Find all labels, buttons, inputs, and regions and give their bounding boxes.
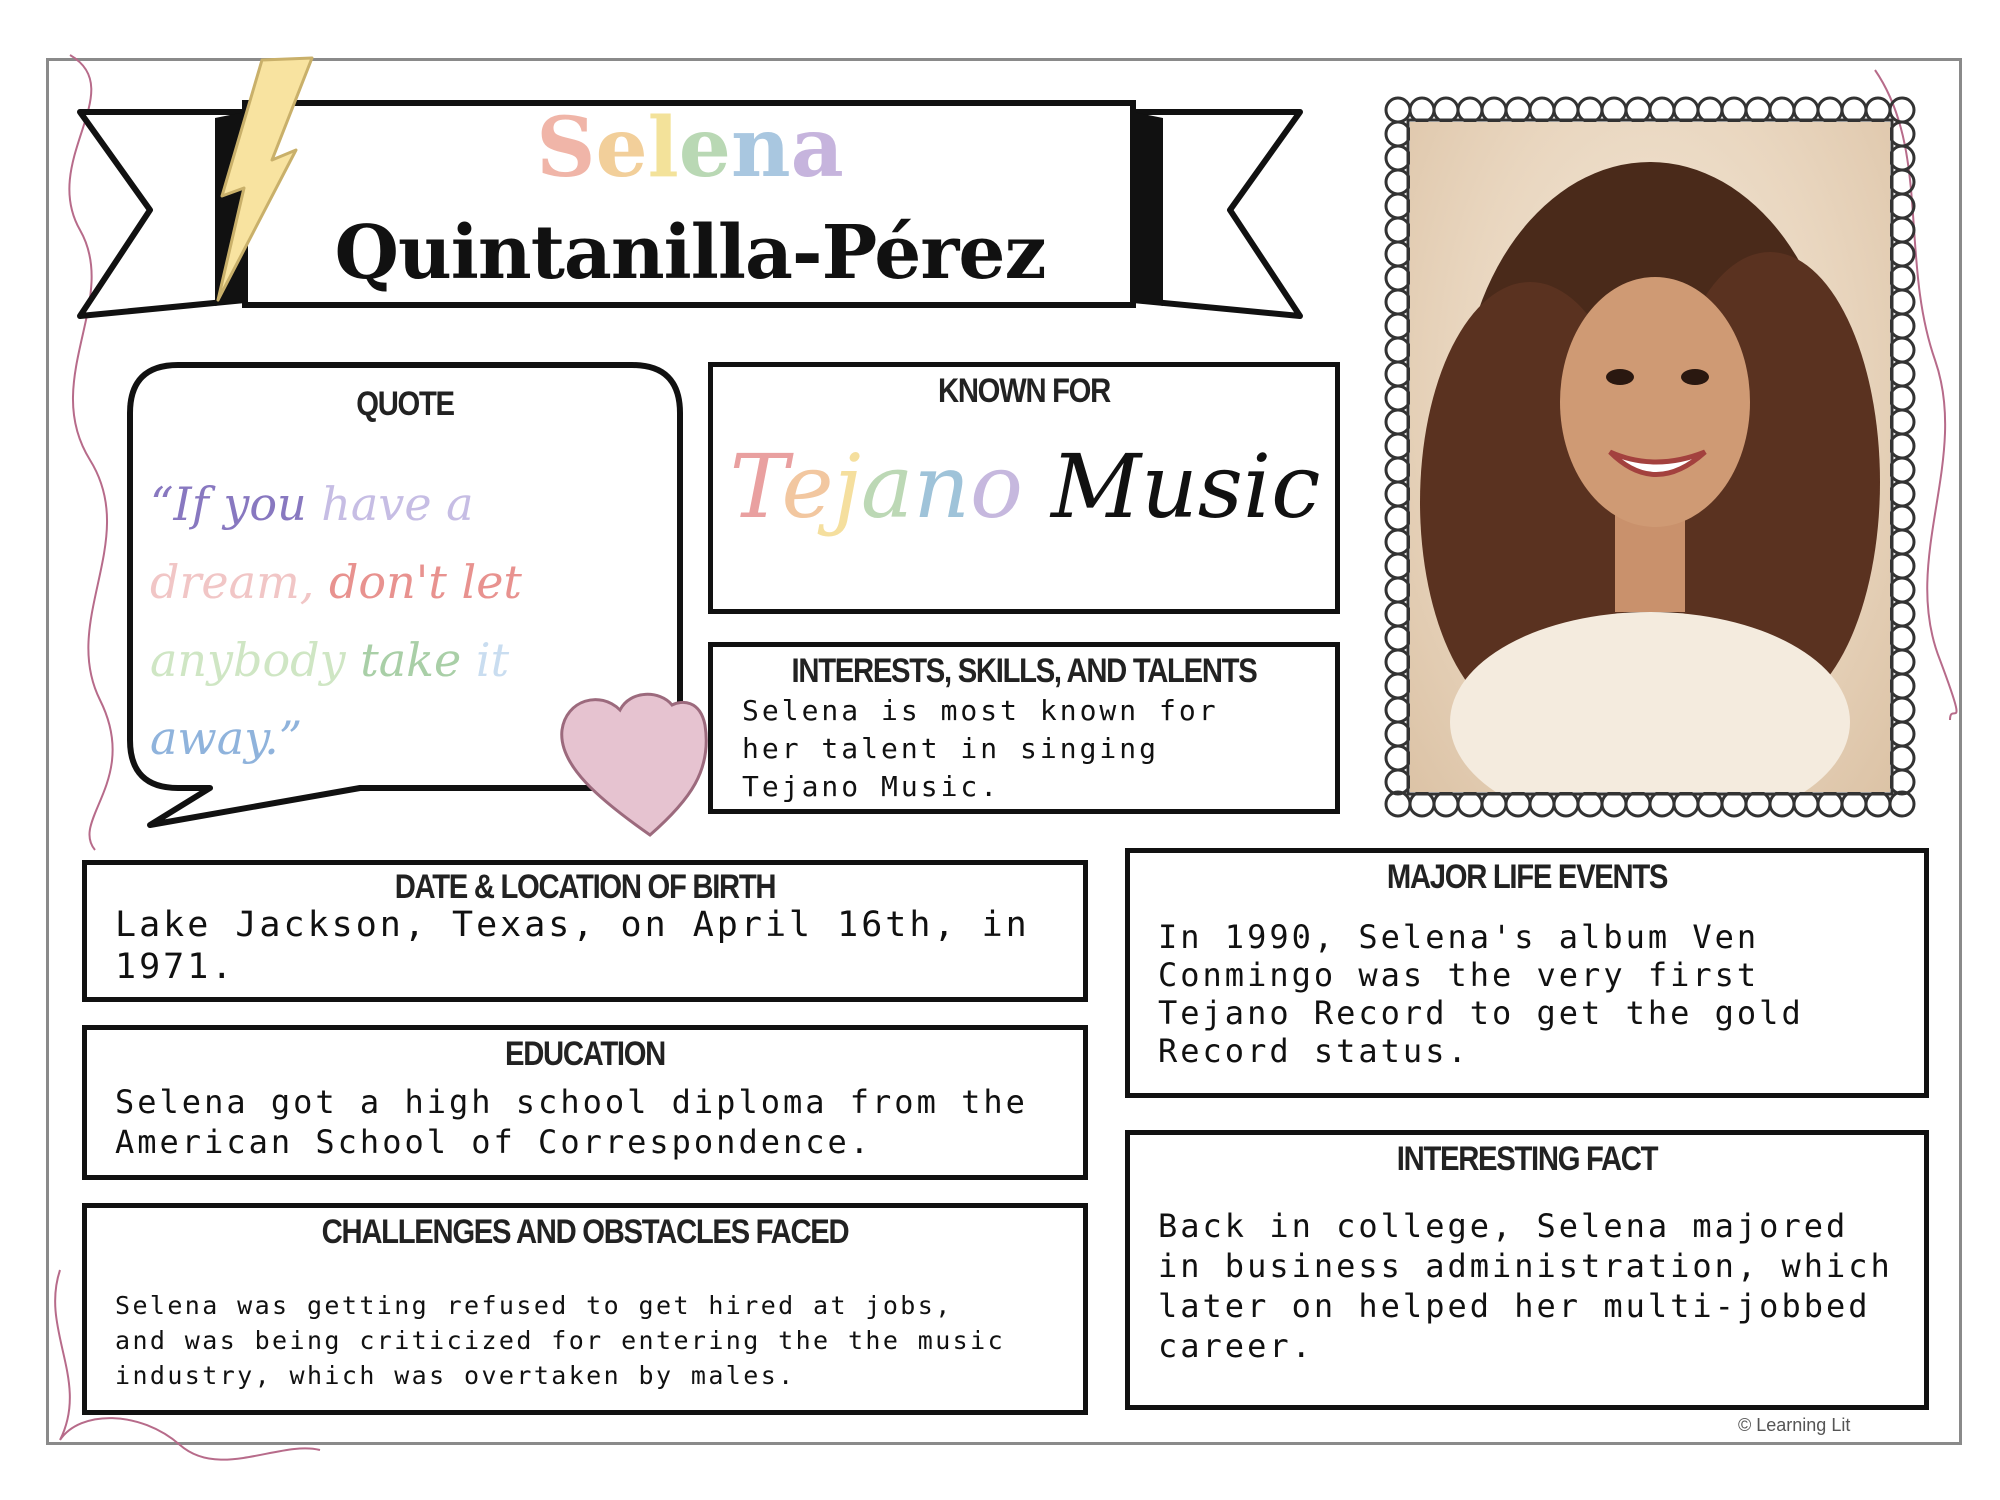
- interests-heading: INTERESTS, SKILLS, AND TALENTS: [791, 652, 1257, 690]
- known-for-letter: a: [860, 435, 914, 538]
- scallop: [1386, 314, 1410, 338]
- first-name-letter: e: [595, 100, 648, 196]
- scallop: [1386, 98, 1410, 122]
- scallop: [1794, 792, 1818, 816]
- scallop: [1890, 458, 1914, 482]
- scallop: [1890, 362, 1914, 386]
- scallop: [1890, 770, 1914, 794]
- quote-word: take: [360, 633, 476, 687]
- scallop: [1530, 792, 1554, 816]
- interests-line: Selena is most known for: [742, 694, 1219, 727]
- scallop: [1602, 792, 1626, 816]
- scallop: [1530, 98, 1554, 122]
- scallop: [1458, 98, 1482, 122]
- first-name-letter: a: [790, 100, 844, 196]
- scallop: [1626, 792, 1650, 816]
- scallop: [1674, 792, 1698, 816]
- scallop: [1890, 792, 1914, 816]
- education-heading: EDUCATION: [504, 1035, 666, 1073]
- fact-line: Back in college, Selena majored: [1158, 1207, 1849, 1245]
- scallop: [1890, 722, 1914, 746]
- known-for-value: [710, 435, 1340, 538]
- scallop: [1386, 146, 1410, 170]
- scallop: [1794, 98, 1818, 122]
- scallop: [1386, 338, 1410, 362]
- education-line: Selena got a high school diploma from the: [115, 1083, 1028, 1121]
- known-for-letter: T: [729, 435, 782, 538]
- scallop: [1746, 792, 1770, 816]
- fact-text: [1158, 1206, 1918, 1366]
- scallop: [1386, 650, 1410, 674]
- scallop: [1506, 792, 1530, 816]
- scallop: [1890, 506, 1914, 530]
- fact-line: later on helped her multi-jobbed: [1158, 1287, 1871, 1325]
- events-heading: MAJOR LIFE EVENTS: [1386, 858, 1668, 896]
- quote-word: have: [321, 477, 447, 531]
- scallop: [1890, 554, 1914, 578]
- scallop: [1410, 98, 1434, 122]
- challenges-heading: CHALLENGES AND OBSTACLES FACED: [321, 1213, 849, 1251]
- scallop: [1890, 98, 1914, 122]
- scallop: [1386, 722, 1410, 746]
- scallop: [1770, 98, 1794, 122]
- scallop: [1890, 146, 1914, 170]
- scallop: [1746, 98, 1770, 122]
- scallop: [1386, 290, 1410, 314]
- scallop: [1842, 792, 1866, 816]
- scallop: [1386, 170, 1410, 194]
- first-name-letter: e: [678, 100, 731, 196]
- scallop: [1890, 314, 1914, 338]
- fact-heading: INTERESTING FACT: [1396, 1140, 1658, 1178]
- known-for-heading: KNOWN FOR: [938, 372, 1110, 410]
- scallop: [1506, 98, 1530, 122]
- interests-line: her talent in singing: [742, 732, 1160, 765]
- scallop: [1650, 98, 1674, 122]
- scallop: [1386, 434, 1410, 458]
- events-line: Record status.: [1158, 1032, 1470, 1070]
- scallop: [1386, 698, 1410, 722]
- scallop: [1890, 746, 1914, 770]
- scallop: [1578, 792, 1602, 816]
- interests-line: Tejano Music.: [742, 770, 1001, 803]
- portrait-photo: [1410, 122, 1890, 792]
- scallop: [1890, 674, 1914, 698]
- left-swirl: [69, 55, 112, 850]
- scallop: [1386, 506, 1410, 530]
- scallop: [1890, 266, 1914, 290]
- quote-word: away.”: [150, 711, 303, 765]
- quote-heading: QUOTE: [356, 385, 454, 423]
- scallop: [1386, 530, 1410, 554]
- scallop: [1410, 792, 1434, 816]
- quote-word: anybody: [150, 633, 361, 687]
- scallop: [1602, 98, 1626, 122]
- scallop: [1890, 530, 1914, 554]
- events-text: [1158, 918, 1918, 1070]
- scallop: [1890, 578, 1914, 602]
- quote-word: you: [223, 477, 322, 531]
- scallop: [1890, 626, 1914, 650]
- scallop: [1386, 218, 1410, 242]
- birth-line: 1971.: [115, 947, 236, 987]
- quote-text: [150, 465, 650, 777]
- scallop: [1890, 194, 1914, 218]
- copyright-credit: © Learning Lit: [1738, 1415, 1851, 1435]
- scallop: [1770, 792, 1794, 816]
- first-name-letter: S: [536, 100, 596, 196]
- known-for-letter: e: [781, 435, 834, 538]
- scallop: [1722, 792, 1746, 816]
- birth-heading: DATE & LOCATION OF BIRTH: [394, 868, 776, 906]
- scallop: [1698, 792, 1722, 816]
- first-name-title: [410, 100, 970, 196]
- scallop: [1386, 194, 1410, 218]
- quote-word: let: [461, 555, 522, 609]
- quote-word: don't: [328, 555, 462, 609]
- scallop: [1890, 650, 1914, 674]
- events-line: Tejano Record to get the gold: [1158, 994, 1804, 1032]
- education-text: [115, 1082, 1075, 1162]
- scallop: [1890, 698, 1914, 722]
- scallop: [1890, 434, 1914, 458]
- scallop: [1386, 386, 1410, 410]
- scallop: [1578, 98, 1602, 122]
- challenges-text: [115, 1288, 1075, 1393]
- scallop: [1386, 554, 1410, 578]
- scallop: [1482, 792, 1506, 816]
- scallop: [1890, 338, 1914, 362]
- scallop: [1458, 792, 1482, 816]
- scallop: [1866, 98, 1890, 122]
- scallop: [1386, 578, 1410, 602]
- first-name-letter: n: [730, 100, 791, 196]
- quote-word: “If: [150, 477, 224, 531]
- birth-line: Lake Jackson, Texas, on April 16th, in: [115, 905, 1030, 945]
- scallop: [1890, 218, 1914, 242]
- scallop: [1386, 626, 1410, 650]
- scallop: [1386, 746, 1410, 770]
- quote-word: a: [446, 477, 474, 531]
- scallop: [1434, 98, 1458, 122]
- scallop: [1890, 482, 1914, 506]
- last-name-title: Quintanilla-Pérez: [334, 210, 1046, 296]
- known-for-letter: n: [913, 435, 971, 538]
- interests-text: [742, 692, 1332, 806]
- scallop: [1554, 792, 1578, 816]
- scallop: [1434, 792, 1458, 816]
- scallop: [1386, 266, 1410, 290]
- scallop: [1818, 792, 1842, 816]
- scallop: [1386, 410, 1410, 434]
- scallop: [1386, 770, 1410, 794]
- fact-line: in business administration, which: [1158, 1247, 1893, 1285]
- scallop: [1890, 242, 1914, 266]
- events-line: In 1990, Selena's album Ven: [1158, 918, 1760, 956]
- scallop: [1386, 482, 1410, 506]
- scallop: [1626, 98, 1650, 122]
- scallop: [1890, 290, 1914, 314]
- scallop: [1818, 98, 1842, 122]
- first-name-letter: l: [647, 100, 679, 196]
- scallop: [1866, 792, 1890, 816]
- scallop: [1482, 98, 1506, 122]
- scallop: [1386, 792, 1410, 816]
- fact-line: career.: [1158, 1327, 1314, 1365]
- quote-word: dream,: [150, 555, 329, 609]
- scallop: [1386, 362, 1410, 386]
- education-line: American School of Correspondence.: [115, 1123, 873, 1161]
- scallop: [1386, 602, 1410, 626]
- scallop: [1890, 386, 1914, 410]
- scallop: [1842, 98, 1866, 122]
- challenges-line: industry, which was overtaken by males.: [115, 1361, 796, 1390]
- scallop: [1386, 674, 1410, 698]
- scallop: [1890, 602, 1914, 626]
- challenges-line: Selena was getting refused to get hired at jobs,: [115, 1291, 953, 1320]
- scallop: [1650, 792, 1674, 816]
- known-for-letter: j: [833, 435, 861, 538]
- events-line: Conmingo was the very first: [1158, 956, 1760, 994]
- scallop: [1386, 242, 1410, 266]
- known-for-letter: o: [970, 435, 1024, 538]
- scallop: [1722, 98, 1746, 122]
- scallop: [1674, 98, 1698, 122]
- scallop: [1698, 98, 1722, 122]
- quote-word: it: [475, 633, 510, 687]
- birth-text: [115, 904, 1075, 988]
- scallop: [1554, 98, 1578, 122]
- portrait-illustration: [1410, 122, 1890, 792]
- scallop: [1386, 458, 1410, 482]
- known-for-word2: Music: [1051, 435, 1321, 538]
- scallop: [1890, 410, 1914, 434]
- challenges-line: and was being criticized for entering the the music: [115, 1326, 1006, 1355]
- scallop: [1386, 122, 1410, 146]
- known-for-word1: [730, 435, 1023, 538]
